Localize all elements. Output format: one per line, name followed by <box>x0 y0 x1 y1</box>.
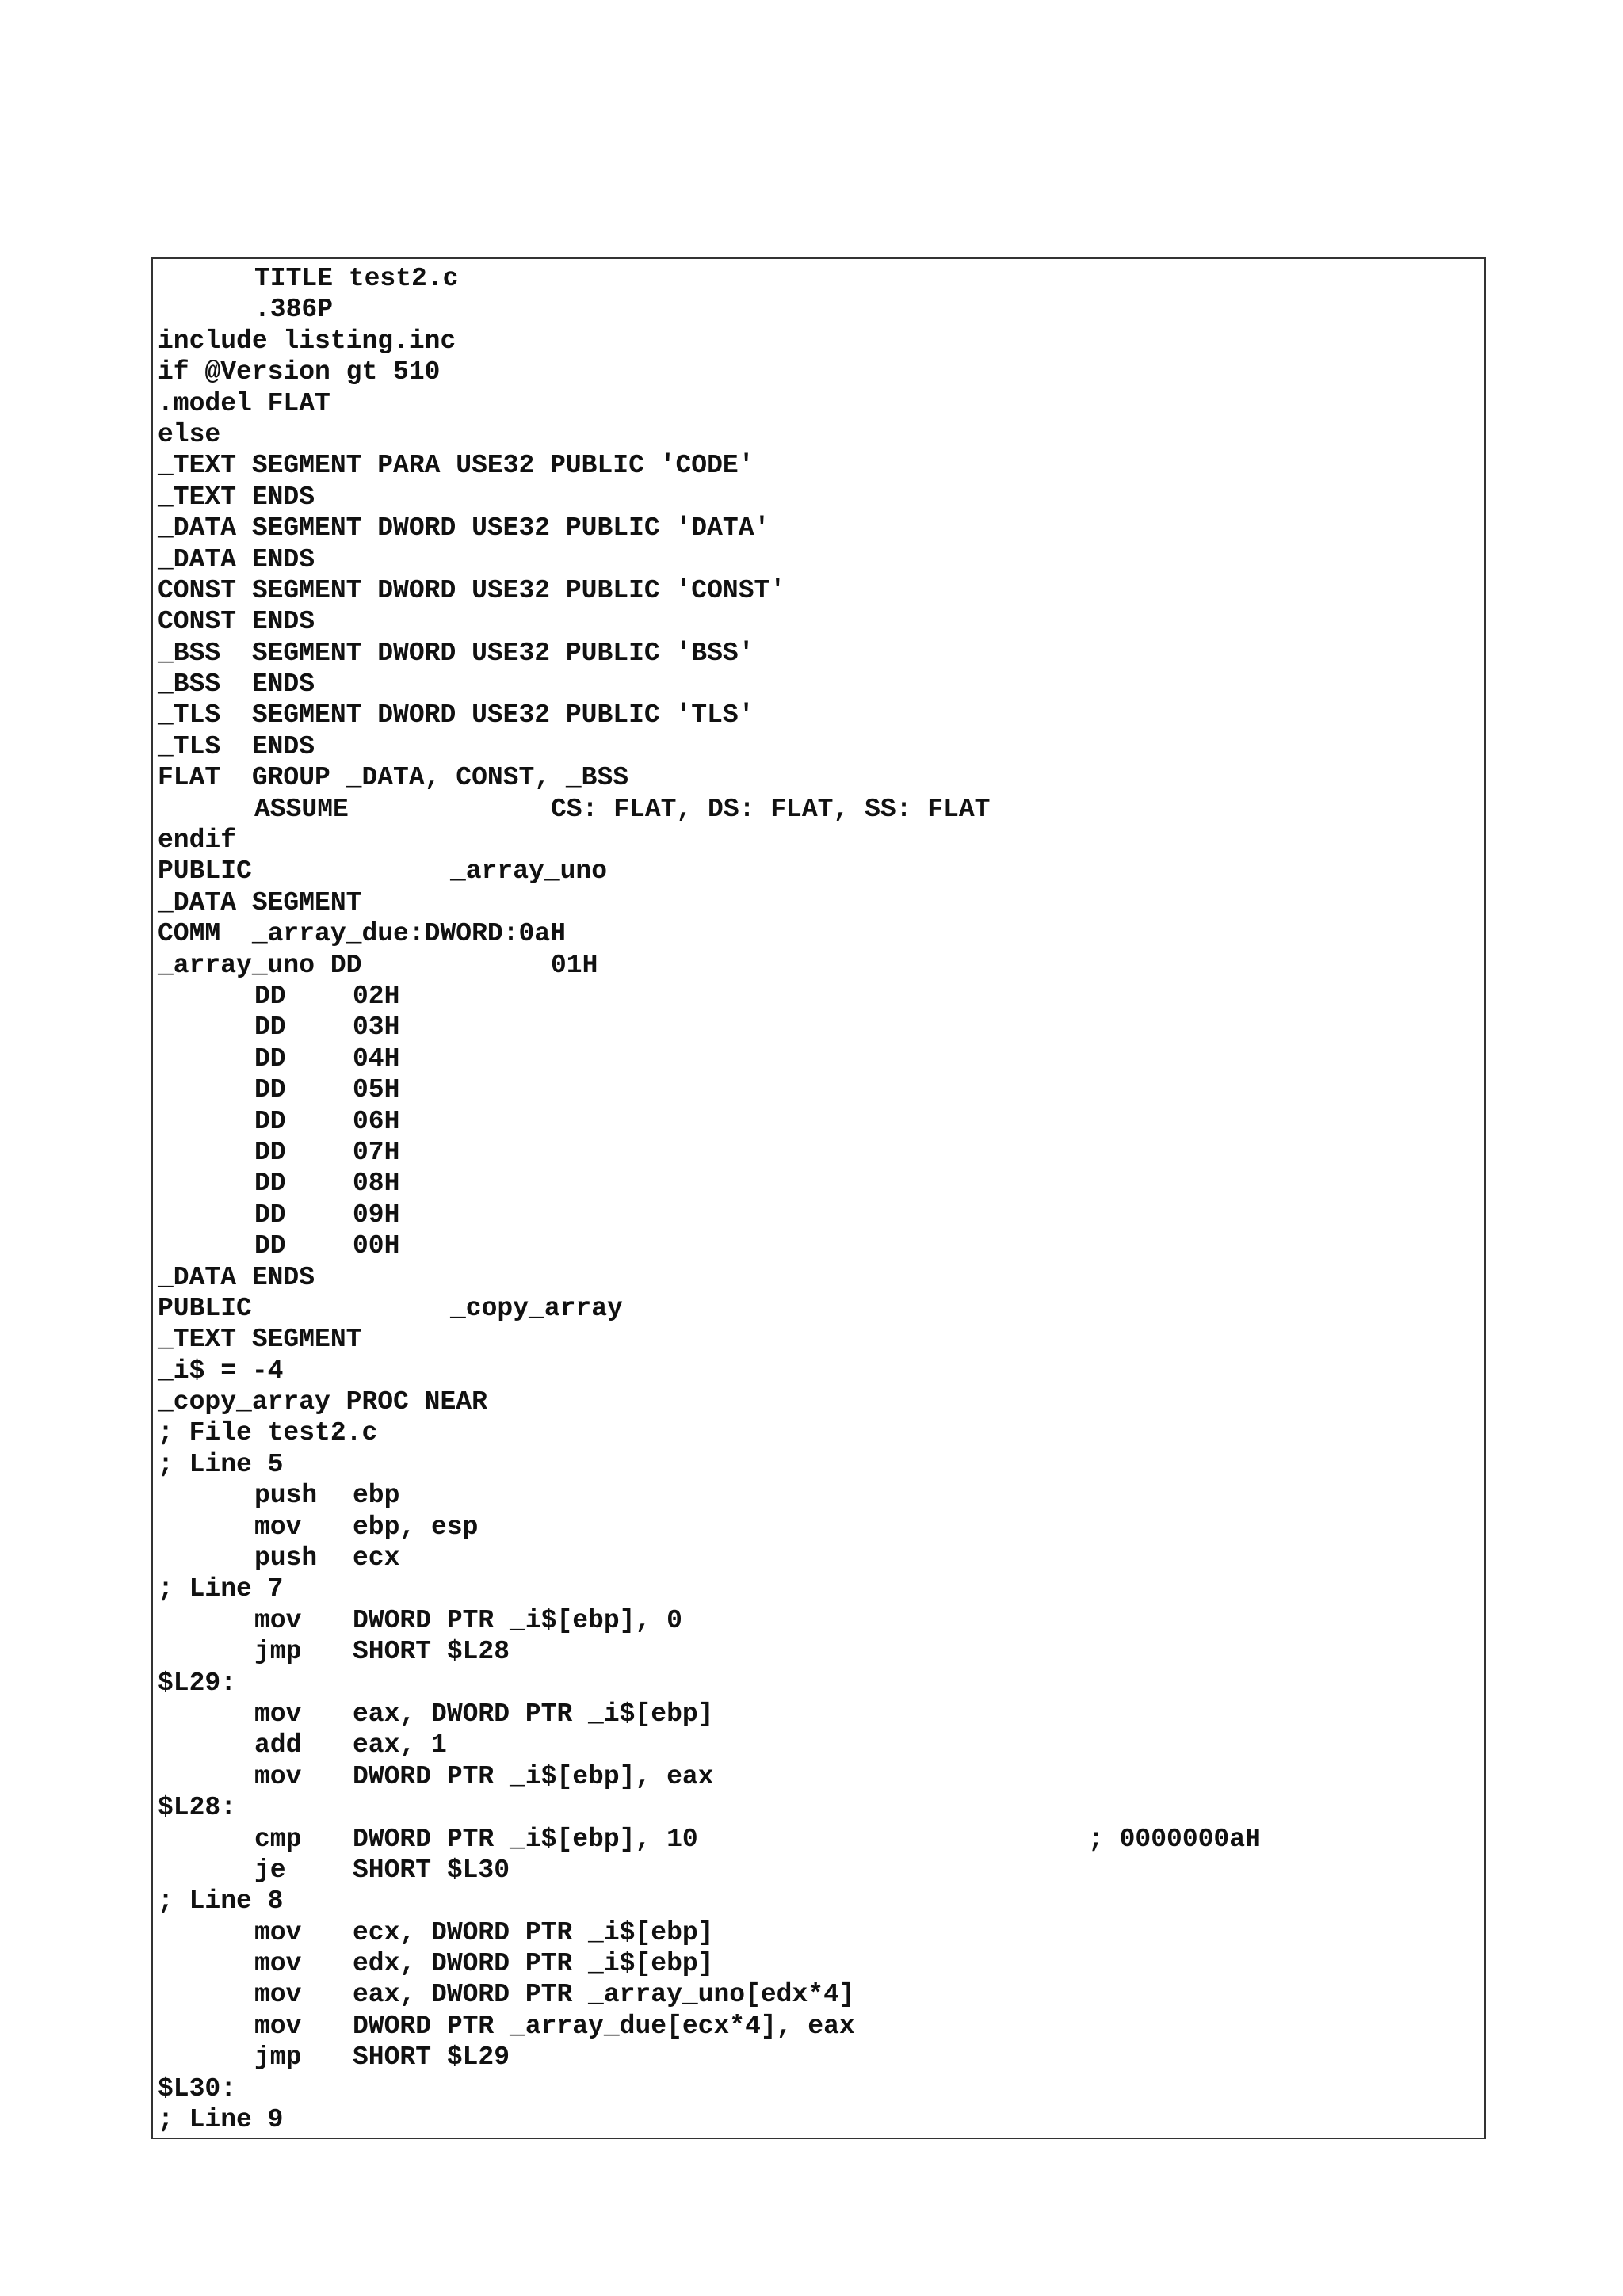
code-token: eax, 1 <box>353 1730 447 1760</box>
code-token: _TEXT SEGMENT PARA USE32 PUBLIC 'CODE' <box>158 451 754 481</box>
code-line <box>153 1230 1484 1261</box>
code-token: CS: FLAT, DS: FLAT, SS: FLAT <box>551 794 991 824</box>
code-token: mov <box>254 2011 302 2041</box>
code-line <box>153 887 1484 918</box>
code-token: ; Line 8 <box>158 1886 284 1917</box>
code-token: mov <box>254 1917 302 1947</box>
code-token: push <box>254 1481 318 1511</box>
code-token: _TEXT SEGMENT <box>158 1325 362 1355</box>
code-token: SHORT $L30 <box>353 1855 510 1885</box>
code-token: $L29: <box>158 1668 237 1698</box>
code-line <box>153 482 1484 513</box>
code-token: DD <box>254 1043 286 1074</box>
code-line <box>153 1324 1484 1355</box>
code-token: eax, DWORD PTR _array_uno[edx*4] <box>353 1980 855 2010</box>
code-token: mov <box>254 1605 302 1635</box>
code-token: ASSUME <box>254 794 349 824</box>
code-token: DD <box>254 1137 286 1167</box>
code-token: CONST ENDS <box>158 607 315 637</box>
code-line <box>153 794 1484 825</box>
code-line <box>153 1356 1484 1386</box>
code-token: push <box>254 1543 318 1573</box>
code-line <box>153 1449 1484 1480</box>
code-token: DWORD PTR _i$[ebp], 10 <box>353 1824 698 1854</box>
code-line <box>153 450 1484 481</box>
code-token: ecx <box>353 1543 400 1573</box>
code-token: mov <box>254 1512 302 1542</box>
code-token: 02H <box>353 981 400 1011</box>
code-token: COMM _array_due:DWORD:0aH <box>158 919 566 949</box>
code-token: SHORT $L28 <box>353 1637 510 1667</box>
code-token: CONST SEGMENT DWORD USE32 PUBLIC 'CONST' <box>158 575 786 605</box>
code-line <box>153 294 1484 325</box>
code-line <box>153 1855 1484 1886</box>
code-line <box>153 513 1484 543</box>
code-line <box>153 2011 1484 2042</box>
code-token: 01H <box>551 950 598 980</box>
code-line <box>153 1012 1484 1043</box>
code-token: mov <box>254 1699 302 1729</box>
code-lines <box>153 263 1484 2135</box>
code-token: _DATA SEGMENT <box>158 887 362 917</box>
code-line <box>153 1979 1484 2010</box>
code-token: DWORD PTR _i$[ebp], eax <box>353 1761 714 1791</box>
code-token: ; Line 5 <box>158 1449 284 1479</box>
code-line <box>153 357 1484 387</box>
code-token: 00H <box>353 1231 400 1261</box>
code-token: mov <box>254 1949 302 1979</box>
code-line <box>153 1199 1484 1230</box>
code-line <box>153 638 1484 669</box>
code-token: DD <box>254 1013 286 1043</box>
code-line <box>153 326 1484 357</box>
code-token: 03H <box>353 1013 400 1043</box>
code-token: je <box>254 1855 286 1885</box>
code-line <box>153 1824 1484 1855</box>
code-token: 04H <box>353 1043 400 1074</box>
code-line <box>153 388 1484 419</box>
code-line <box>153 762 1484 793</box>
code-token: 09H <box>353 1199 400 1230</box>
code-line <box>153 1636 1484 1667</box>
code-token: FLAT GROUP _DATA, CONST, _BSS <box>158 763 629 793</box>
code-line <box>153 1168 1484 1199</box>
code-token: DWORD PTR _i$[ebp], 0 <box>353 1605 682 1635</box>
code-token: ; Line 9 <box>158 2105 284 2135</box>
code-line <box>153 1106 1484 1137</box>
code-token: mov <box>254 1761 302 1791</box>
code-line <box>153 1293 1484 1324</box>
code-line <box>153 1886 1484 1917</box>
code-line <box>153 2073 1484 2104</box>
code-line <box>153 700 1484 730</box>
code-token: jmp <box>254 1637 302 1667</box>
code-line <box>153 263 1484 294</box>
code-token: include listing.inc <box>158 326 456 356</box>
code-token: SHORT $L29 <box>353 2042 510 2073</box>
code-token: _copy_array PROC NEAR <box>158 1387 487 1417</box>
code-token: _TLS SEGMENT DWORD USE32 PUBLIC 'TLS' <box>158 700 754 730</box>
code-line <box>153 1417 1484 1448</box>
code-line <box>153 981 1484 1012</box>
code-line <box>153 1668 1484 1699</box>
code-line <box>153 1948 1484 1979</box>
code-line <box>153 1605 1484 1636</box>
code-token: .386P <box>254 295 334 325</box>
code-token: ; Line 7 <box>158 1574 284 1604</box>
code-token: endif <box>158 826 237 856</box>
code-line <box>153 1480 1484 1511</box>
code-line <box>153 950 1484 981</box>
code-line <box>153 1573 1484 1604</box>
code-token: .model FLAT <box>158 388 330 418</box>
code-token: DD <box>254 981 286 1011</box>
code-token: ecx, DWORD PTR _i$[ebp] <box>353 1917 714 1947</box>
code-line <box>153 918 1484 949</box>
code-token: $L30: <box>158 2073 237 2103</box>
code-line <box>153 544 1484 575</box>
code-line <box>153 1761 1484 1792</box>
code-token: add <box>254 1730 302 1760</box>
code-token: _BSS SEGMENT DWORD USE32 PUBLIC 'BSS' <box>158 638 754 668</box>
code-line <box>153 1137 1484 1168</box>
code-token: DD <box>254 1231 286 1261</box>
code-token: 08H <box>353 1169 400 1199</box>
code-token: ebp, esp <box>353 1512 479 1542</box>
code-line <box>153 1543 1484 1573</box>
code-token: DD <box>254 1199 286 1230</box>
code-line <box>153 1512 1484 1543</box>
code-token: 06H <box>353 1106 400 1136</box>
code-line <box>153 419 1484 450</box>
code-token: _TEXT ENDS <box>158 482 315 512</box>
code-line <box>153 1386 1484 1417</box>
code-token: _array_uno <box>450 856 608 887</box>
code-token: cmp <box>254 1824 302 1854</box>
code-token: 07H <box>353 1137 400 1167</box>
code-token: _DATA ENDS <box>158 1262 315 1292</box>
code-token: PUBLIC <box>158 1293 252 1323</box>
code-token: jmp <box>254 2042 302 2073</box>
code-token: _TLS ENDS <box>158 731 315 761</box>
code-line <box>153 1699 1484 1730</box>
code-token: ebp <box>353 1481 400 1511</box>
code-line <box>153 606 1484 637</box>
code-line <box>153 1917 1484 1948</box>
code-token: TITLE test2.c <box>254 264 459 293</box>
code-token: 05H <box>353 1075 400 1105</box>
code-line <box>153 575 1484 606</box>
code-line <box>153 1730 1484 1760</box>
code-line <box>153 856 1484 887</box>
code-token: $L28: <box>158 1793 237 1823</box>
code-token: _copy_array <box>450 1293 623 1323</box>
code-token: edx, DWORD PTR _i$[ebp] <box>353 1949 714 1979</box>
code-line <box>153 731 1484 762</box>
code-token: DD <box>254 1106 286 1136</box>
code-token: _DATA SEGMENT DWORD USE32 PUBLIC 'DATA' <box>158 513 770 543</box>
code-line <box>153 1043 1484 1074</box>
code-token: _array_uno DD <box>158 950 362 980</box>
code-token: ; File test2.c <box>158 1418 378 1448</box>
code-line <box>153 2042 1484 2073</box>
code-token: DWORD PTR _array_due[ecx*4], eax <box>353 2011 855 2041</box>
code-token: if @Version gt 510 <box>158 357 441 387</box>
code-line <box>153 2104 1484 2135</box>
code-token: _i$ = -4 <box>158 1356 284 1386</box>
code-listing-box <box>151 257 1486 2139</box>
code-token: _BSS ENDS <box>158 669 315 700</box>
code-line <box>153 1074 1484 1105</box>
code-token: _DATA ENDS <box>158 544 315 574</box>
code-token: eax, DWORD PTR _i$[ebp] <box>353 1699 714 1729</box>
code-line <box>153 1792 1484 1823</box>
code-token: ; 0000000aH <box>1088 1824 1261 1854</box>
code-line <box>153 825 1484 856</box>
code-line <box>153 669 1484 700</box>
code-token: mov <box>254 1980 302 2010</box>
code-token: DD <box>254 1169 286 1199</box>
code-line <box>153 1262 1484 1293</box>
code-token: else <box>158 419 221 449</box>
code-token: PUBLIC <box>158 856 252 887</box>
code-token: DD <box>254 1075 286 1105</box>
